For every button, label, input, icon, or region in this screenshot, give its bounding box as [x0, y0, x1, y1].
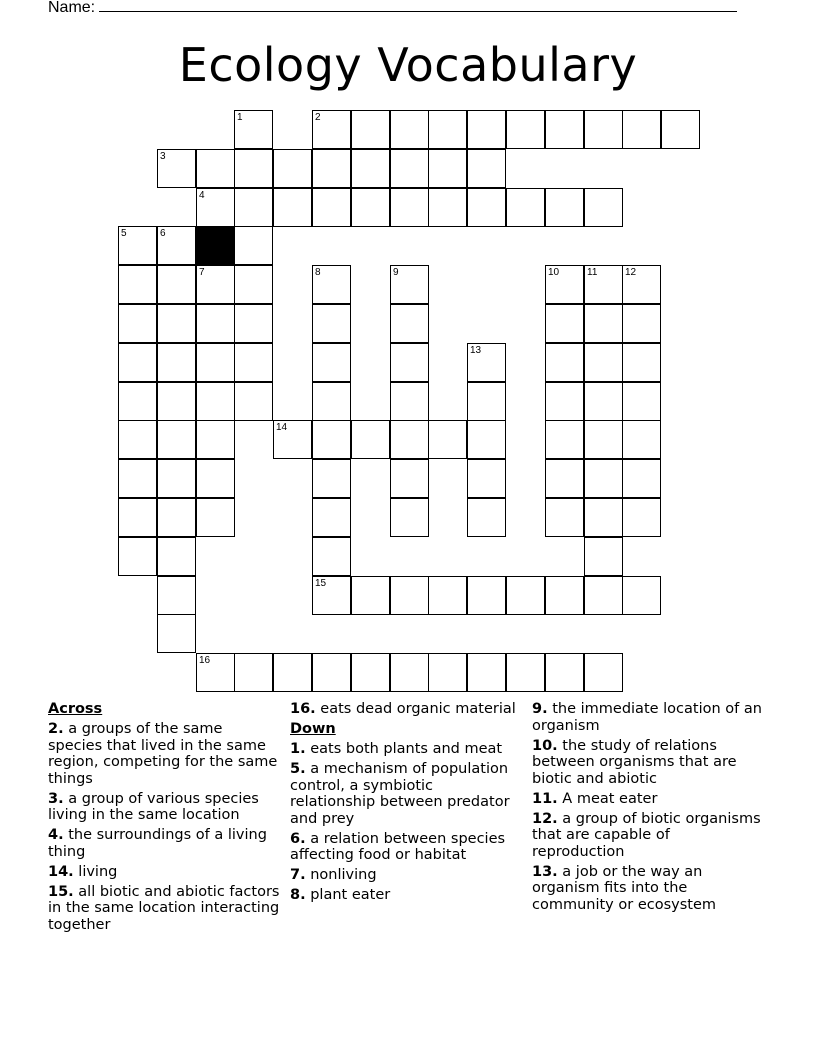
grid-cell[interactable]: [312, 498, 351, 537]
grid-cell[interactable]: [312, 149, 351, 188]
grid-cell[interactable]: [622, 304, 661, 343]
clue-number: 6.: [290, 830, 306, 847]
grid-cell[interactable]: [312, 537, 351, 576]
grid-cell[interactable]: [584, 576, 623, 615]
grid-cell[interactable]: [467, 576, 506, 615]
clue-text: eats both plants and meat: [310, 741, 503, 757]
grid-cell[interactable]: [312, 188, 351, 227]
clues-column-2: [290, 701, 522, 907]
clue-number: 1.: [290, 741, 306, 757]
grid-cell[interactable]: [273, 188, 312, 227]
grid-cell[interactable]: [234, 653, 273, 692]
clue-number: 12.: [532, 810, 558, 827]
grid-cell[interactable]: [467, 343, 506, 382]
grid-cell[interactable]: [622, 265, 661, 304]
grid-cell[interactable]: [390, 459, 429, 498]
clue-number-label: 10: [548, 267, 560, 278]
grid-cell[interactable]: [273, 653, 312, 692]
grid-cell[interactable]: [390, 110, 429, 149]
grid-cell[interactable]: [584, 498, 623, 537]
grid-cell[interactable]: [545, 304, 584, 343]
clue-text: plant eater: [310, 887, 391, 903]
grid-cell[interactable]: [157, 537, 196, 576]
grid-cell[interactable]: [157, 459, 196, 498]
grid-cell[interactable]: [118, 382, 157, 421]
clue-number: 10.: [532, 737, 558, 754]
grid-cell[interactable]: [351, 576, 390, 615]
clue-number: 3.: [48, 790, 64, 807]
grid-cell[interactable]: [118, 226, 157, 265]
grid-cell[interactable]: [545, 188, 584, 227]
clue-across-15: [48, 884, 280, 934]
grid-cell[interactable]: [157, 149, 196, 188]
grid-cell[interactable]: [467, 420, 506, 459]
clue-text: a group of various species living in the same location: [48, 790, 259, 823]
grid-cell[interactable]: [312, 265, 351, 304]
clue-down-10: [532, 738, 764, 788]
grid-cell[interactable]: [390, 498, 429, 537]
grid-cell[interactable]: [584, 304, 623, 343]
clue-text: A meat eater: [562, 790, 658, 807]
grid-cell[interactable]: [390, 149, 429, 188]
name-field[interactable]: [48, 0, 737, 19]
grid-cell[interactable]: [196, 653, 235, 692]
grid-cell[interactable]: [157, 343, 196, 382]
grid-cell[interactable]: [273, 420, 312, 459]
clue-down-9: [532, 701, 764, 734]
grid-cell[interactable]: [584, 382, 623, 421]
grid-cell[interactable]: [196, 304, 235, 343]
grid-cell[interactable]: [273, 149, 312, 188]
grid-cell[interactable]: [196, 188, 235, 227]
grid-cell[interactable]: [234, 149, 273, 188]
clue-across-2: [48, 721, 280, 787]
clue-text: a mechanism of population control, a symbiotic relationship between predator and prey: [290, 761, 510, 827]
grid-cell[interactable]: [157, 420, 196, 459]
grid-cell[interactable]: [390, 382, 429, 421]
grid-cell[interactable]: [312, 576, 351, 615]
grid-cell[interactable]: [622, 343, 661, 382]
clue-text: a group of biotic organisms that are capable of reproduction: [532, 810, 761, 860]
grid-cell[interactable]: [118, 459, 157, 498]
clue-number-label: 1: [237, 112, 243, 123]
clue-number-label: 14: [276, 422, 288, 433]
grid-cell[interactable]: [506, 188, 545, 227]
clues-column-3: [532, 701, 764, 917]
grid-cell[interactable]: [390, 653, 429, 692]
grid-cell[interactable]: [622, 382, 661, 421]
grid-cell[interactable]: [467, 149, 506, 188]
grid-cell[interactable]: [545, 382, 584, 421]
grid-cell[interactable]: [545, 110, 584, 149]
grid-cell[interactable]: [584, 188, 623, 227]
grid-cell[interactable]: [545, 343, 584, 382]
grid-cell[interactable]: [196, 382, 235, 421]
grid-cell[interactable]: [584, 265, 623, 304]
clue-text: nonliving: [310, 867, 377, 883]
clue-number: 7.: [290, 867, 306, 883]
clue-text: living: [78, 863, 118, 880]
grid-cell[interactable]: [622, 498, 661, 537]
grid-cell[interactable]: [157, 498, 196, 537]
grid-cell[interactable]: [390, 265, 429, 304]
grid-cell[interactable]: [584, 110, 623, 149]
grid-cell[interactable]: [390, 188, 429, 227]
grid-cell[interactable]: [584, 459, 623, 498]
clue-down-6: [290, 831, 522, 864]
grid-cell[interactable]: [118, 343, 157, 382]
grid-cell[interactable]: [157, 576, 196, 615]
clue-across-3: [48, 791, 280, 824]
grid-cell[interactable]: [584, 420, 623, 459]
grid-cell[interactable]: [234, 343, 273, 382]
clue-down-11: [532, 791, 764, 808]
clue-number-label: 16: [199, 655, 211, 666]
grid-cell[interactable]: [390, 304, 429, 343]
clue-text: the study of relations between organisms that are biotic and abiotic: [532, 737, 737, 787]
clue-number-label: 4: [199, 190, 205, 201]
grid-cell[interactable]: [428, 653, 467, 692]
clue-number: 15.: [48, 883, 74, 900]
grid-cell[interactable]: [196, 149, 235, 188]
clue-number-label: 9: [393, 267, 399, 278]
grid-cell[interactable]: [506, 653, 545, 692]
grid-cell[interactable]: [622, 459, 661, 498]
grid-cell[interactable]: [118, 304, 157, 343]
grid-cell[interactable]: [234, 188, 273, 227]
clue-text: a groups of the same species that lived in the same region, competing for the same things: [48, 721, 278, 787]
grid-cell[interactable]: [351, 110, 390, 149]
grid-cell[interactable]: [351, 653, 390, 692]
grid-cell[interactable]: [312, 110, 351, 149]
clue-number-label: 3: [160, 151, 166, 162]
clue-number: 4.: [48, 827, 64, 843]
clue-number: 14.: [48, 863, 74, 880]
grid-cell[interactable]: [428, 110, 467, 149]
clue-number-label: 2: [315, 112, 321, 123]
grid-cell[interactable]: [428, 149, 467, 188]
grid-cell[interactable]: [622, 576, 661, 615]
clue-across-16: [290, 701, 522, 718]
clue-number: 9.: [532, 701, 548, 717]
clue-number: 13.: [532, 863, 558, 880]
grid-cell[interactable]: [545, 576, 584, 615]
grid-cell[interactable]: [584, 653, 623, 692]
clue-number: 8.: [290, 887, 306, 903]
clue-down-12: [532, 811, 764, 861]
clue-number-label: 5: [121, 228, 127, 239]
grid-cell[interactable]: [234, 382, 273, 421]
name-underline[interactable]: [99, 0, 737, 12]
grid-cell[interactable]: [118, 265, 157, 304]
grid-cell[interactable]: [157, 614, 196, 653]
clue-down-5: [290, 761, 522, 827]
grid-cell[interactable]: [118, 537, 157, 576]
grid-cell[interactable]: [312, 459, 351, 498]
grid-cell[interactable]: [545, 459, 584, 498]
clue-text: eats dead organic material: [320, 701, 516, 717]
clue-down-7: [290, 867, 522, 884]
clue-down-1: [290, 741, 522, 758]
grid-cell[interactable]: [467, 653, 506, 692]
grid-cell[interactable]: [467, 459, 506, 498]
grid-cell[interactable]: [196, 498, 235, 537]
grid-cell[interactable]: [312, 382, 351, 421]
clues-column-1: [48, 701, 280, 937]
down-header: Down: [290, 721, 336, 737]
grid-cell[interactable]: [467, 188, 506, 227]
grid-cell[interactable]: [157, 226, 196, 265]
black-square: [196, 226, 235, 265]
clue-number-label: 7: [199, 267, 205, 278]
grid-cell[interactable]: [118, 420, 157, 459]
grid-cell[interactable]: [545, 265, 584, 304]
grid-cell[interactable]: [234, 226, 273, 265]
grid-cell[interactable]: [545, 420, 584, 459]
grid-cell[interactable]: [584, 343, 623, 382]
clue-across-14: [48, 864, 280, 881]
grid-cell[interactable]: [545, 653, 584, 692]
clue-text: all biotic and abiotic factors in the same location interacting together: [48, 883, 280, 933]
clue-down-8: [290, 887, 522, 904]
grid-cell[interactable]: [390, 576, 429, 615]
grid-cell[interactable]: [196, 265, 235, 304]
grid-cell[interactable]: [196, 459, 235, 498]
name-label: Name:: [48, 0, 96, 16]
clue-number-label: 8: [315, 267, 321, 278]
grid-cell[interactable]: [118, 498, 157, 537]
clue-number: 16.: [290, 701, 316, 717]
grid-cell[interactable]: [428, 576, 467, 615]
grid-cell[interactable]: [584, 537, 623, 576]
grid-cell[interactable]: [390, 343, 429, 382]
grid-cell[interactable]: [234, 265, 273, 304]
clue-number-label: 11: [587, 267, 598, 278]
grid-cell[interactable]: [351, 420, 390, 459]
page-title: Ecology Vocabulary: [178, 38, 638, 92]
grid-cell[interactable]: [506, 576, 545, 615]
grid-cell[interactable]: [661, 110, 700, 149]
grid-cell[interactable]: [312, 653, 351, 692]
clue-number-label: 13: [470, 345, 482, 356]
clue-number-label: 12: [625, 267, 637, 278]
grid-cell[interactable]: [351, 188, 390, 227]
grid-cell[interactable]: [196, 343, 235, 382]
clue-down-13: [532, 864, 764, 914]
grid-cell[interactable]: [622, 110, 661, 149]
grid-cell[interactable]: [234, 304, 273, 343]
clue-text: a job or the way an organism fits into the community or ecosystem: [532, 863, 717, 913]
clue-across-4: [48, 827, 280, 860]
grid-cell[interactable]: [157, 382, 196, 421]
grid-cell[interactable]: [157, 265, 196, 304]
grid-cell[interactable]: [467, 498, 506, 537]
grid-cell[interactable]: [506, 110, 545, 149]
clue-number-label: 6: [160, 228, 166, 239]
grid-cell[interactable]: [234, 110, 273, 149]
clue-text: a relation between species affecting food or habitat: [290, 830, 506, 863]
grid-cell[interactable]: [312, 420, 351, 459]
grid-cell[interactable]: [545, 498, 584, 537]
grid-cell[interactable]: [157, 304, 196, 343]
grid-cell[interactable]: [390, 420, 429, 459]
clue-text: the immediate location of an organism: [532, 701, 762, 734]
clue-text: the surroundings of a living thing: [48, 827, 267, 860]
grid-cell[interactable]: [467, 382, 506, 421]
grid-cell[interactable]: [428, 188, 467, 227]
clue-number: 11.: [532, 790, 558, 807]
clue-number-label: 15: [315, 578, 327, 589]
grid-cell[interactable]: [622, 420, 661, 459]
across-header: Across: [48, 701, 103, 717]
clue-number: 2.: [48, 721, 64, 737]
grid-cell[interactable]: [312, 304, 351, 343]
grid-cell[interactable]: [312, 343, 351, 382]
clue-number: 5.: [290, 761, 306, 777]
grid-cell[interactable]: [467, 110, 506, 149]
grid-cell[interactable]: [428, 420, 467, 459]
grid-cell[interactable]: [196, 420, 235, 459]
grid-cell[interactable]: [351, 149, 390, 188]
